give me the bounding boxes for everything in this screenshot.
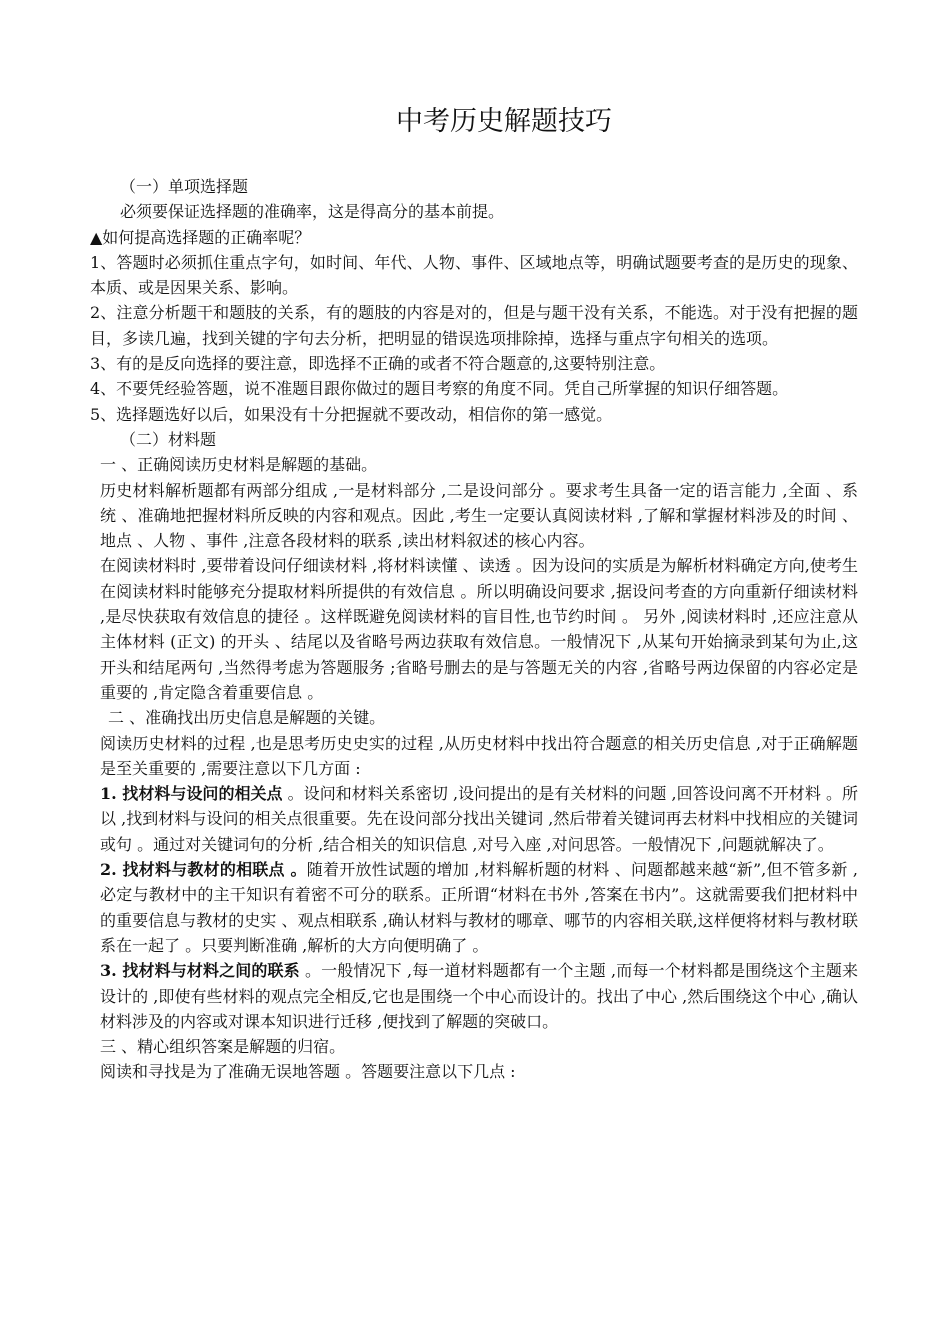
subheading-two: 二 、准确找出历史信息是解题的关键。 <box>108 708 386 728</box>
subheading-three: 三 、精心组织答案是解题的归宿。 <box>100 1037 346 1057</box>
list-item: 1、答题时必须抓住重点字句，如时间、年代、人物、事件、区域地点等，明确试题要考查的是历史的现象、本质、或是因果关系、影响。 <box>90 252 858 298</box>
list-item: 4、不要凭经验答题，说不准题目跟你做过的题目考察的角度不同。凭自己所掌握的知识仔细答题。 <box>90 379 789 399</box>
point-two-text: 随着开放性试题的增加 ,材料解析题的材料 、问题都越来越“新”,但不管多新 ,必定与教材中的主干知识有着密不可分的联系。正所谓“材料在书外 ,答案在书内”。这就需要我们把材料中的重要信息与教材的史实 、观点相联系 ,确认材料与教材的哪章、哪节的内容相关联,这样便将材料与教材联系在一起了 。只要判断准确 ,解析的大方向便明确了 。 <box>100 860 858 955</box>
point-one <box>90 781 858 857</box>
list-item: 5、选择题选好以后，如果没有十分把握就不要改动，相信你的第一感觉。 <box>90 404 613 424</box>
point-three-text: 。一般情况下 ,每一道材料题都有一个主题 ,而每一个材料都是围绕这个主题来设计的 ,即使有些材料的观点完全相反,它也是围绕一个中心而设计的。找出了中心 ,然后围绕这个中心 ,确认材料涉及的内容或对课本知识进行迁移 ,便找到了解题的突破口。 <box>100 961 858 1031</box>
point-two <box>90 857 858 958</box>
point-one-title: 1. 找材料与设问的相关点 <box>100 784 283 804</box>
paragraph: 阅读和寻找是为了准确无误地答题 。答题要注意以下几点 : <box>100 1062 516 1082</box>
point-three <box>90 958 858 1034</box>
point-two-title: 2. 找材料与教材的相联点 。 <box>100 860 307 880</box>
list-item: 2、注意分析题干和题肢的关系，有的题肢的内容是对的，但是与题干没有关系，不能选。对于没有把握的题目，多读几遍，找到关键的字句去分析，把明显的错误选项排除掉，选择与重点字句相关的选项。 <box>90 303 858 348</box>
list-item: 3、有的是反向选择的要注意，即选择不正确的或者不符合题意的,这要特别注意。 <box>90 354 666 374</box>
choice-question: ▲如何提高选择题的正确率呢？ <box>90 227 311 247</box>
subheading-one: 一 、正确阅读历史材料是解题的基础。 <box>100 455 378 475</box>
paragraph: 历史材料解析题都有两部分组成 ,一是材料部分 ,二是设问部分 。要求考生具备一定的语言能力 ,全面 、系统 、准确地把握材料所反映的内容和观点。因此 ,考生一定要认真阅读材料 ,了解和掌握材料涉及的时间 、地点 、人物 、事件 ,注意各段材料的联系 ,读出材料叙述的核心内容。 <box>100 480 858 551</box>
point-three-title: 3. 找材料与材料之间的联系 <box>100 961 300 981</box>
paragraph: 阅读历史材料的过程 ,也是思考历史史实的过程 ,从历史材料中找出符合题意的相关历史信息 ,对于正确解题是至关重要的 ,需要注意以下几方面 : <box>100 733 858 778</box>
choice-intro: 必须要保证选择题的准确率，这是得高分的基本前提。 <box>120 202 505 222</box>
paragraph: 在阅读材料时 ,要带着设问仔细读材料 ,将材料读懂 、读透 。因为设问的实质是为解析材料确定方向,使考生在阅读材料时能够充分提取材料所提供的有效信息 。所以明确设问要求 ,据设问考查的方向重新仔细读材料 ,是尽快获取有效信息的捷径 。这样既避免阅读材料的盲目性,也节约时间 。 另外 ,阅读材料时 ,还应注意从主体材料 (正文) 的开头 、结尾以及省略号两边获取有效信息。一般情况下 ,从某句开始摘录到某句为止,这开头和结尾两句 ,当然得考虑为答题服务 ;省略号删去的是与答题无关的内容 ,省略号两边保留的内容必定是重要的 ,肯定隐含着重要信息 。 <box>100 556 858 702</box>
page-title: 中考历史解题技巧 <box>396 106 612 137</box>
section-heading-material: （二）材料题 <box>120 429 217 449</box>
point-one-text: 。设问和材料关系密切 ,设问提出的是有关材料的问题 ,回答设问离不开材料 。所以 ,找到材料与设问的相关点很重要。先在设问部分找出关键词 ,然后带着关键词再去材料中找相应的关键词或句 。通过对关键词句的分析 ,结合相关的知识信息 ,对号入座 ,对问思答。一般情况下 ,问题就解决了。 <box>100 784 858 854</box>
section-heading-choice: （一）单项选择题 <box>120 177 249 196</box>
